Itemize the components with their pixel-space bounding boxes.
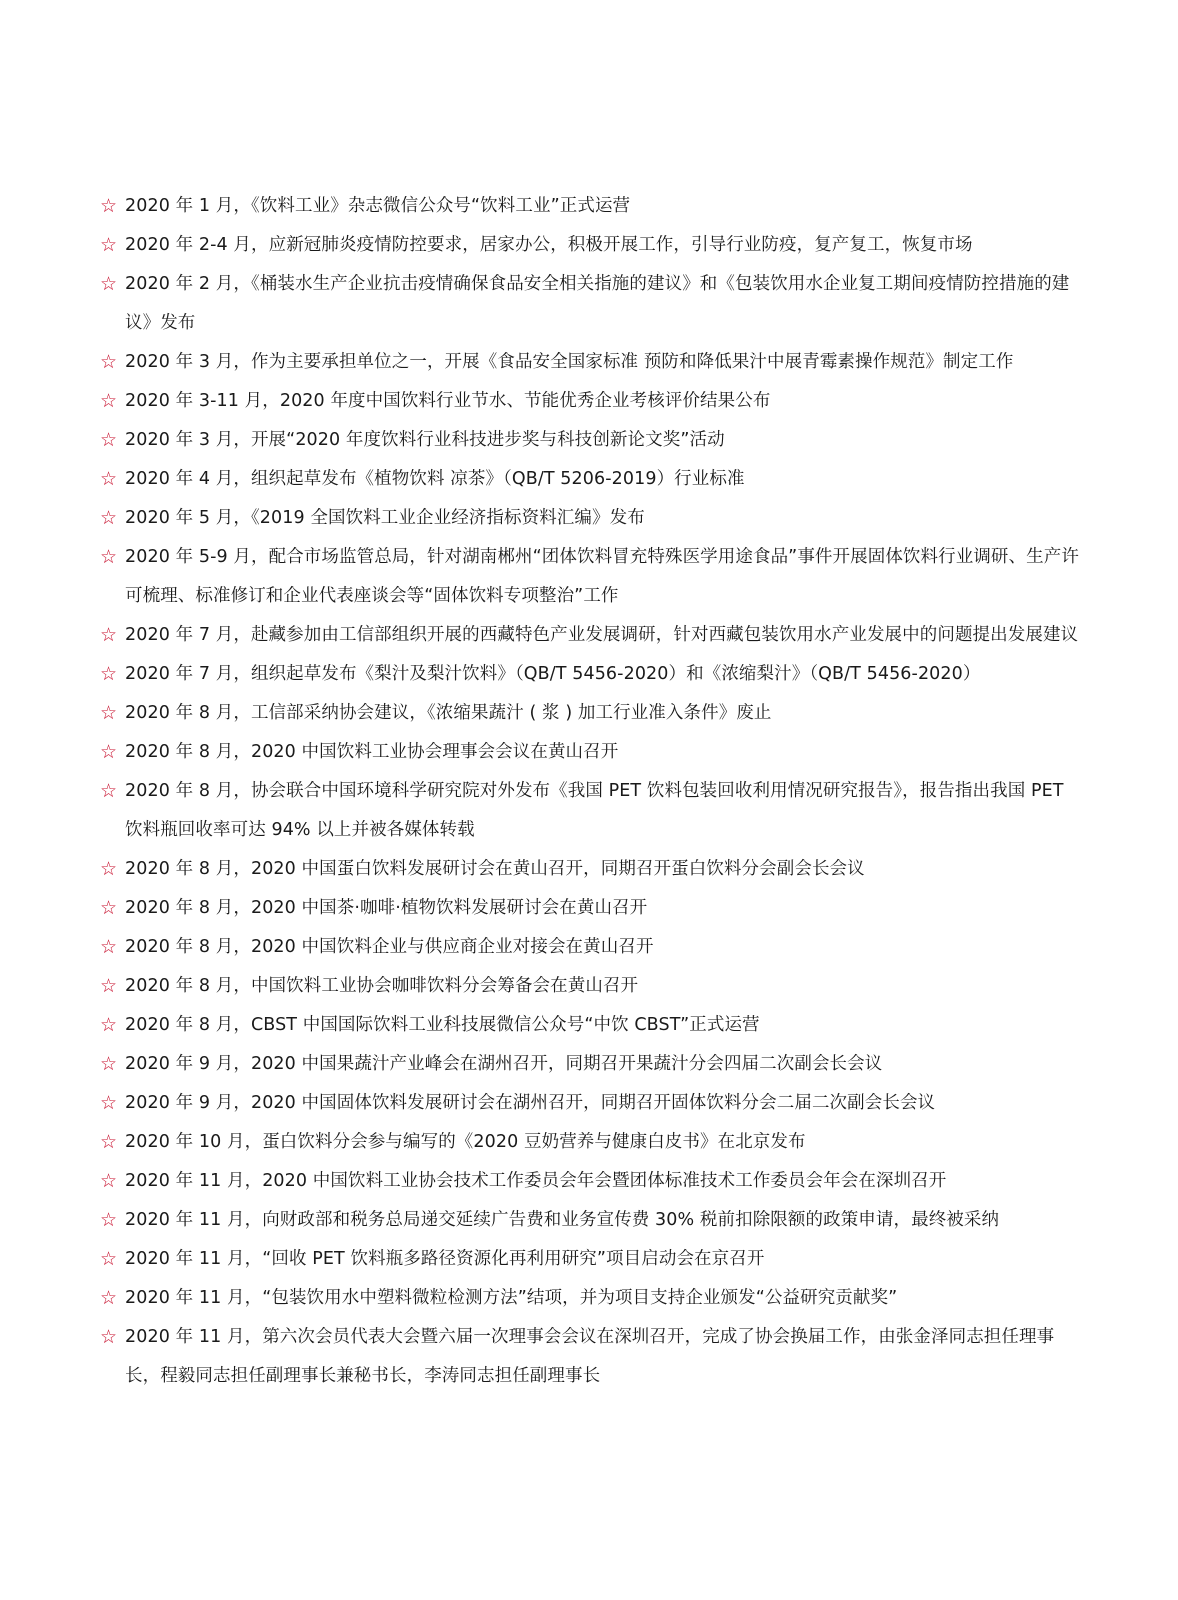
event-text: 2020 年 3 月，作为主要承担单位之一，开展《食品安全国家标准 预防和降低果汁中展青霉素操作规范》制定工作 <box>125 352 1014 372</box>
list-item <box>100 772 1080 850</box>
list-item <box>100 382 1080 421</box>
star-outline-icon: ☆ <box>100 663 118 685</box>
star-outline-icon: ☆ <box>100 1014 118 1036</box>
list-item <box>100 616 1080 655</box>
event-text: 2020 年 7 月，组织起草发布《梨汁及梨汁饮料》（QB/T 5456-2020）和《浓缩梨汁》（QB/T 5456-2020） <box>125 664 981 684</box>
star-outline-icon: ☆ <box>100 897 118 919</box>
star-outline-icon: ☆ <box>100 975 118 997</box>
event-text: 2020 年 8 月，2020 中国蛋白饮料发展研讨会在黄山召开，同期召开蛋白饮料分会副会长会议 <box>125 859 865 879</box>
star-outline-icon: ☆ <box>100 741 118 763</box>
event-text: 2020 年 8 月，2020 中国茶·咖啡·植物饮料发展研讨会在黄山召开 <box>125 898 648 918</box>
star-outline-icon: ☆ <box>100 546 118 568</box>
event-text: 2020 年 8 月，协会联合中国环境科学研究院对外发布《我国 PET 饮料包装回收利用情况研究报告》，报告指出我国 PET 饮料瓶回收率可达 94% 以上并被各媒体转载 <box>125 781 1064 840</box>
list-item <box>100 538 1080 616</box>
list-item <box>100 1318 1080 1396</box>
star-outline-icon: ☆ <box>100 273 118 295</box>
event-text: 2020 年 5 月，《2019 全国饮料工业企业经济指标资料汇编》发布 <box>125 508 645 528</box>
event-text: 2020 年 11 月，第六次会员代表大会暨六届一次理事会会议在深圳召开，完成了协会换届工作，由张金泽同志担任理事长，程毅同志担任副理事长兼秘书长，李涛同志担任副理事长 <box>125 1327 1055 1386</box>
star-outline-icon: ☆ <box>100 702 118 724</box>
event-text: 2020 年 8 月，工信部采纳协会建议，《浓缩果蔬汁 ( 浆 ) 加工行业准入条件》废止 <box>125 703 772 723</box>
list-item <box>100 850 1080 889</box>
event-text: 2020 年 3 月，开展“2020 年度饮料行业科技进步奖与科技创新论文奖”活动 <box>125 430 725 450</box>
event-text: 2020 年 2-4 月，应新冠肺炎疫情防控要求，居家办公，积极开展工作，引导行业防疫，复产复工，恢复市场 <box>125 235 973 255</box>
list-item <box>100 187 1080 226</box>
event-text: 2020 年 10 月，蛋白饮料分会参与编写的《2020 豆奶营养与健康白皮书》在北京发布 <box>125 1132 806 1152</box>
star-outline-icon: ☆ <box>100 234 118 256</box>
star-outline-icon: ☆ <box>100 624 118 646</box>
star-outline-icon: ☆ <box>100 1326 118 1348</box>
event-text: 2020 年 8 月，2020 中国饮料工业协会理事会会议在黄山召开 <box>125 742 619 762</box>
event-text: 2020 年 11 月，2020 中国饮料工业协会技术工作委员会年会暨团体标准技术工作委员会年会在深圳召开 <box>125 1171 947 1191</box>
event-text: 2020 年 5-9 月，配合市场监管总局，针对湖南郴州“团体饮料冒充特殊医学用途食品”事件开展固体饮料行业调研、生产许可梳理、标准修订和企业代表座谈会等“固体饮料专项整治”工作 <box>125 547 1079 606</box>
star-outline-icon: ☆ <box>100 858 118 880</box>
event-text: 2020 年 8 月，中国饮料工业协会咖啡饮料分会筹备会在黄山召开 <box>125 976 639 996</box>
list-item <box>100 1045 1080 1084</box>
event-text: 2020 年 11 月，“包装饮用水中塑料微粒检测方法”结项，并为项目支持企业颁发“公益研究贡献奖” <box>125 1288 898 1308</box>
list-item <box>100 421 1080 460</box>
list-item <box>100 1084 1080 1123</box>
list-item <box>100 967 1080 1006</box>
event-text: 2020 年 11 月，“回收 PET 饮料瓶多路径资源化再利用研究”项目启动会在京召开 <box>125 1249 765 1269</box>
list-item <box>100 1279 1080 1318</box>
list-item <box>100 265 1080 343</box>
star-outline-icon: ☆ <box>100 195 118 217</box>
star-outline-icon: ☆ <box>100 1170 118 1192</box>
star-outline-icon: ☆ <box>100 1248 118 1270</box>
list-item <box>100 1240 1080 1279</box>
star-outline-icon: ☆ <box>100 390 118 412</box>
star-outline-icon: ☆ <box>100 1092 118 1114</box>
event-text: 2020 年 11 月，向财政部和税务总局递交延续广告费和业务宣传费 30% 税前扣除限额的政策申请，最终被采纳 <box>125 1210 1000 1230</box>
list-item <box>100 889 1080 928</box>
list-item <box>100 460 1080 499</box>
event-text: 2020 年 8 月，2020 中国饮料企业与供应商企业对接会在黄山召开 <box>125 937 654 957</box>
star-outline-icon: ☆ <box>100 351 118 373</box>
list-item <box>100 343 1080 382</box>
list-item <box>100 1201 1080 1240</box>
event-list <box>100 187 1080 1396</box>
event-text: 2020 年 1 月，《饮料工业》杂志微信公众号“饮料工业”正式运营 <box>125 196 631 216</box>
star-outline-icon: ☆ <box>100 1209 118 1231</box>
star-outline-icon: ☆ <box>100 936 118 958</box>
event-text: 2020 年 9 月，2020 中国固体饮料发展研讨会在湖州召开，同期召开固体饮料分会二届二次副会长会议 <box>125 1093 936 1113</box>
star-outline-icon: ☆ <box>100 429 118 451</box>
star-outline-icon: ☆ <box>100 1131 118 1153</box>
list-item <box>100 1162 1080 1201</box>
event-text: 2020 年 4 月，组织起草发布《植物饮料 凉茶》（QB/T 5206-2019）行业标准 <box>125 469 745 489</box>
list-item <box>100 499 1080 538</box>
star-outline-icon: ☆ <box>100 780 118 802</box>
list-item <box>100 733 1080 772</box>
list-item <box>100 1123 1080 1162</box>
list-item <box>100 694 1080 733</box>
star-outline-icon: ☆ <box>100 507 118 529</box>
event-text: 2020 年 9 月，2020 中国果蔬汁产业峰会在湖州召开，同期召开果蔬汁分会四届二次副会长会议 <box>125 1054 883 1074</box>
event-text: 2020 年 2 月，《桶装水生产企业抗击疫情确保食品安全相关指施的建议》和《包装饮用水企业复工期间疫情防控措施的建议》发布 <box>125 274 1070 333</box>
list-item <box>100 1006 1080 1045</box>
star-outline-icon: ☆ <box>100 1287 118 1309</box>
event-text: 2020 年 8 月，CBST 中国国际饮料工业科技展微信公众号“中饮 CBST”正式运营 <box>125 1015 760 1035</box>
list-item <box>100 928 1080 967</box>
event-text: 2020 年 3-11 月，2020 年度中国饮料行业节水、节能优秀企业考核评价结果公布 <box>125 391 771 411</box>
event-text: 2020 年 7 月，赴藏参加由工信部组织开展的西藏特色产业发展调研，针对西藏包装饮用水产业发展中的问题提出发展建议 <box>125 625 1079 645</box>
star-outline-icon: ☆ <box>100 1053 118 1075</box>
list-item <box>100 655 1080 694</box>
list-item <box>100 226 1080 265</box>
star-outline-icon: ☆ <box>100 468 118 490</box>
